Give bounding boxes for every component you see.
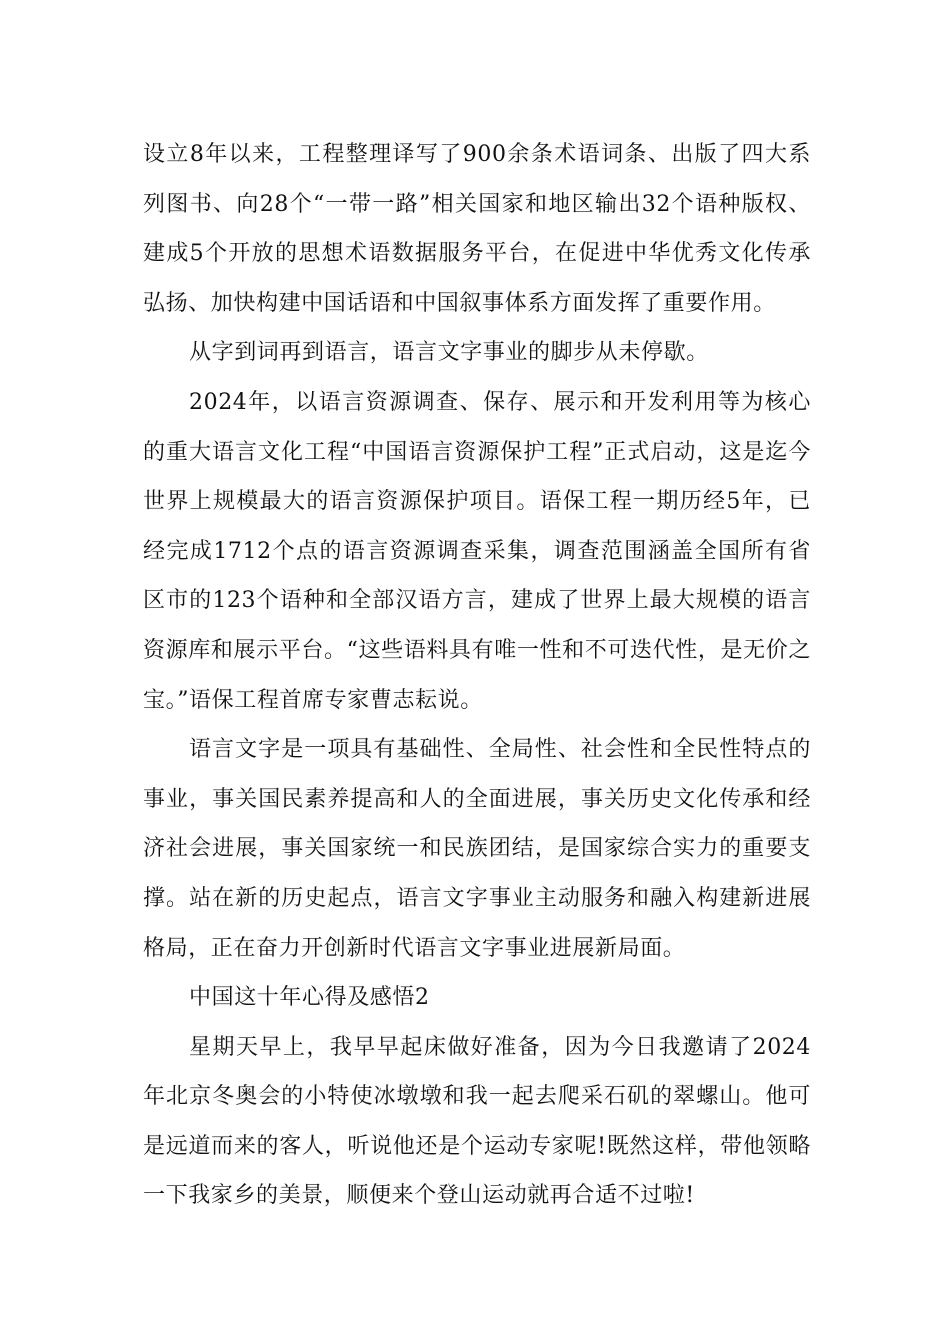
section-heading: 中国这十年心得及感悟2: [189, 985, 430, 1011]
paragraph-3: 2024年，以语言资源调查、保存、展示和开发利用等为核心的重大语言文化工程“中国语言资源保护工程”正式启动，这是迄今世界上规模最大的语言资源保护项目。语保工程一期历经5年，已经完成1712个点的语言资源调查采集，调查范围涵盖全国所有省区市的123个语种和全部汉语方言，建成了世界上最大规模的语言资源库和展示平台。“这些语料具有唯一性和不可迭代性，是无价之宝。”语保工程首席专家曹志耘说。: [143, 389, 811, 713]
paragraph-4: 语言文字是一项具有基础性、全局性、社会性和全民性特点的事业，事关国民素养提高和人的全面进展，事关历史文化传承和经济社会进展，事关国家统一和民族团结，是国家综合实力的重要支撑。站在新的历史起点，语言文字事业主动服务和融入构建新进展格局，正在奋力开创新时代语言文字事业进展新局面。: [143, 737, 811, 961]
paragraph-6: 星期天早上，我早早起床做好准备，因为今日我邀请了2024年北京冬奥会的小特使冰墩墩和我一起去爬采石矶的翠螺山。他可是远道而来的客人，听说他还是个运动专家呢!既然这样，带他领略一下我家乡的美景，顺便来个登山运动就再合适不过啦!: [143, 1034, 811, 1209]
paragraph-2: 从字到词再到语言，语言文字事业的脚步从未停歇。: [189, 340, 709, 366]
paragraph-1: 设立8年以来，工程整理译写了900余条术语词条、出版了四大系列图书、向28个“一带一路”相关国家和地区输出32个语种版权、建成5个开放的思想术语数据服务平台，在促进中华优秀文化传承弘扬、加快构建中国话语和中国叙事体系方面发挥了重要作用。: [143, 142, 811, 316]
document-body: [143, 130, 811, 1221]
